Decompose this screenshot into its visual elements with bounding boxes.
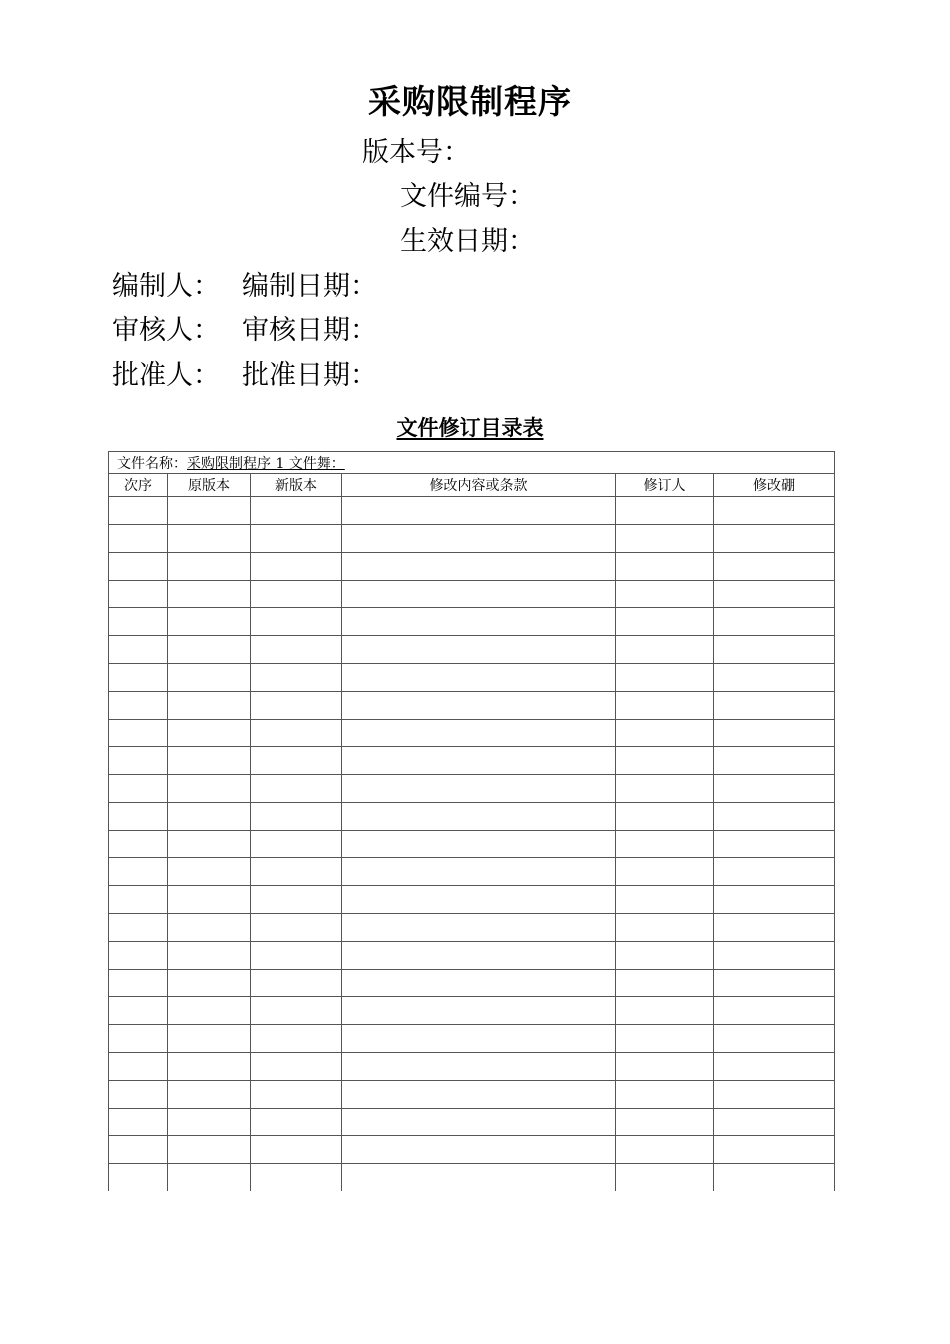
review-date-label: 审核日期： (242, 315, 377, 346)
table-cell (168, 580, 251, 608)
table-cell (714, 1052, 835, 1080)
table-cell (251, 525, 342, 553)
table-cell (616, 997, 714, 1025)
table-cell (714, 747, 835, 775)
table-cell (168, 969, 251, 997)
table-row (109, 552, 835, 580)
table-cell (342, 775, 616, 803)
table-cell (168, 608, 251, 636)
table-cell (616, 608, 714, 636)
table-cell (251, 997, 342, 1025)
revision-table-body (109, 497, 835, 1191)
table-cell (109, 747, 168, 775)
effective-date-label: 生效日期： (400, 226, 535, 257)
table-cell (109, 858, 168, 886)
table-row (109, 1164, 835, 1191)
table-cell (616, 1108, 714, 1136)
table-row (109, 664, 835, 692)
table-cell (714, 830, 835, 858)
table-cell (109, 552, 168, 580)
table-cell (251, 802, 342, 830)
file-number-label: 文件编号： (400, 181, 535, 212)
table-cell (714, 997, 835, 1025)
table-cell (109, 608, 168, 636)
table-cell (168, 719, 251, 747)
table-cell (616, 941, 714, 969)
table-cell (251, 830, 342, 858)
revision-table-title: 文件修订目录表 (396, 415, 544, 440)
table-cell (616, 580, 714, 608)
table-cell (714, 1108, 835, 1136)
table-row (109, 747, 835, 775)
table-row (109, 1052, 835, 1080)
column-header-revision-date: 修改硼 (714, 474, 835, 497)
table-cell (616, 525, 714, 553)
table-row (109, 1108, 835, 1136)
table-cell (342, 747, 616, 775)
table-cell (616, 775, 714, 803)
table-cell (168, 858, 251, 886)
table-cell (168, 886, 251, 914)
table-row (109, 1080, 835, 1108)
table-cell (168, 997, 251, 1025)
table-cell (168, 941, 251, 969)
table-cell (616, 830, 714, 858)
table-row (109, 802, 835, 830)
table-row (109, 830, 835, 858)
signature-row-approver (112, 362, 377, 389)
table-cell (714, 1164, 835, 1191)
table-cell (251, 747, 342, 775)
table-cell (168, 552, 251, 580)
table-cell (251, 608, 342, 636)
table-cell (168, 636, 251, 664)
table-cell (109, 664, 168, 692)
table-cell (251, 1136, 342, 1164)
table-row (109, 1025, 835, 1053)
table-cell (251, 1080, 342, 1108)
version-number-label: 版本号： (362, 137, 470, 168)
signature-row-compiler (112, 273, 377, 300)
table-cell (109, 1025, 168, 1053)
table-cell (109, 886, 168, 914)
table-cell (616, 1136, 714, 1164)
table-cell (616, 691, 714, 719)
table-row (109, 636, 835, 664)
table-cell (168, 1052, 251, 1080)
table-row (109, 941, 835, 969)
table-row (109, 1136, 835, 1164)
table-cell (168, 525, 251, 553)
table-cell (616, 914, 714, 942)
table-row (109, 775, 835, 803)
table-row (109, 497, 835, 525)
table-cell (342, 1136, 616, 1164)
table-cell (251, 941, 342, 969)
table-cell (251, 580, 342, 608)
table-row (109, 608, 835, 636)
table-cell (251, 664, 342, 692)
table-cell (342, 552, 616, 580)
table-cell (251, 914, 342, 942)
table-cell (714, 1080, 835, 1108)
table-cell (168, 1025, 251, 1053)
table-cell (714, 914, 835, 942)
table-cell (616, 1080, 714, 1108)
table-cell (616, 1025, 714, 1053)
table-cell (342, 830, 616, 858)
table-cell (714, 580, 835, 608)
table-row (109, 525, 835, 553)
table-cell (342, 886, 616, 914)
table-row (109, 858, 835, 886)
table-cell (109, 1164, 168, 1191)
file-name-value: 采购限制程序 1 文件舞： (187, 456, 345, 473)
table-cell (616, 802, 714, 830)
table-cell (714, 552, 835, 580)
file-name-row (109, 452, 835, 474)
table-cell (342, 1164, 616, 1191)
table-cell (109, 969, 168, 997)
table-cell (109, 1136, 168, 1164)
table-cell (251, 1164, 342, 1191)
table-cell (168, 1164, 251, 1191)
table-cell (342, 1108, 616, 1136)
table-row (109, 914, 835, 942)
table-cell (109, 997, 168, 1025)
table-cell (714, 525, 835, 553)
compile-date-label: 编制日期： (242, 271, 377, 302)
table-cell (342, 802, 616, 830)
table-row (109, 997, 835, 1025)
table-cell (616, 552, 714, 580)
table-cell (251, 719, 342, 747)
table-cell (109, 941, 168, 969)
file-name-label: 文件名称： (117, 456, 187, 473)
table-cell (616, 636, 714, 664)
column-header-reviser: 修订人 (616, 474, 714, 497)
table-cell (251, 969, 342, 997)
table-cell (714, 691, 835, 719)
table-cell (251, 636, 342, 664)
table-cell (616, 664, 714, 692)
table-cell (342, 1080, 616, 1108)
table-cell (109, 1108, 168, 1136)
column-header-original-version: 原版本 (168, 474, 251, 497)
file-name-cell (109, 452, 835, 474)
table-cell (342, 1025, 616, 1053)
table-row (109, 719, 835, 747)
table-cell (342, 497, 616, 525)
table-cell (342, 608, 616, 636)
column-header-new-version: 新版本 (251, 474, 342, 497)
table-cell (714, 719, 835, 747)
table-cell (109, 914, 168, 942)
document-title: 采购限制程序 (368, 82, 572, 121)
table-cell (109, 497, 168, 525)
table-row (109, 886, 835, 914)
approve-date-label: 批准日期： (242, 360, 377, 391)
table-cell (342, 664, 616, 692)
table-cell (168, 914, 251, 942)
table-cell (109, 691, 168, 719)
table-cell (714, 802, 835, 830)
table-cell (109, 775, 168, 803)
table-cell (342, 858, 616, 886)
table-cell (616, 886, 714, 914)
table-cell (168, 802, 251, 830)
table-cell (251, 1025, 342, 1053)
table-cell (616, 747, 714, 775)
table-cell (168, 830, 251, 858)
table-cell (109, 1080, 168, 1108)
table-cell (342, 969, 616, 997)
table-cell (714, 497, 835, 525)
table-cell (714, 664, 835, 692)
approver-label: 批准人： (112, 360, 220, 391)
table-cell (342, 691, 616, 719)
table-cell (714, 1136, 835, 1164)
table-cell (342, 997, 616, 1025)
table-cell (168, 691, 251, 719)
table-cell (168, 775, 251, 803)
table-cell (251, 886, 342, 914)
table-cell (251, 497, 342, 525)
table-cell (616, 1164, 714, 1191)
column-header-sequence: 次序 (109, 474, 168, 497)
table-cell (251, 775, 342, 803)
table-cell (251, 1108, 342, 1136)
reviewer-label: 审核人： (112, 315, 220, 346)
table-cell (168, 747, 251, 775)
table-row (109, 580, 835, 608)
table-cell (168, 1108, 251, 1136)
table-cell (251, 1052, 342, 1080)
table-cell (168, 497, 251, 525)
compiler-label: 编制人： (112, 271, 220, 302)
table-cell (342, 1052, 616, 1080)
table-cell (714, 1025, 835, 1053)
table-cell (109, 525, 168, 553)
table-cell (168, 1136, 251, 1164)
table-cell (342, 525, 616, 553)
revision-table (108, 451, 835, 1191)
table-cell (251, 691, 342, 719)
table-cell (342, 914, 616, 942)
table-cell (342, 719, 616, 747)
table-cell (616, 719, 714, 747)
table-cell (342, 941, 616, 969)
table-row (109, 691, 835, 719)
table-cell (714, 858, 835, 886)
table-cell (342, 580, 616, 608)
table-cell (616, 497, 714, 525)
column-header-row (109, 474, 835, 497)
table-cell (714, 608, 835, 636)
table-cell (714, 941, 835, 969)
table-cell (714, 969, 835, 997)
table-cell (714, 886, 835, 914)
table-cell (616, 858, 714, 886)
table-row (109, 969, 835, 997)
table-cell (251, 552, 342, 580)
table-cell (109, 580, 168, 608)
table-cell (109, 802, 168, 830)
column-header-revision-content: 修改内容或条款 (342, 474, 616, 497)
table-cell (714, 775, 835, 803)
table-cell (342, 636, 616, 664)
table-cell (714, 636, 835, 664)
table-cell (168, 1080, 251, 1108)
table-cell (109, 830, 168, 858)
table-cell (109, 636, 168, 664)
table-cell (109, 719, 168, 747)
table-cell (616, 969, 714, 997)
table-cell (168, 664, 251, 692)
table-cell (109, 1052, 168, 1080)
signature-row-reviewer (112, 317, 377, 344)
table-cell (616, 1052, 714, 1080)
table-cell (251, 858, 342, 886)
